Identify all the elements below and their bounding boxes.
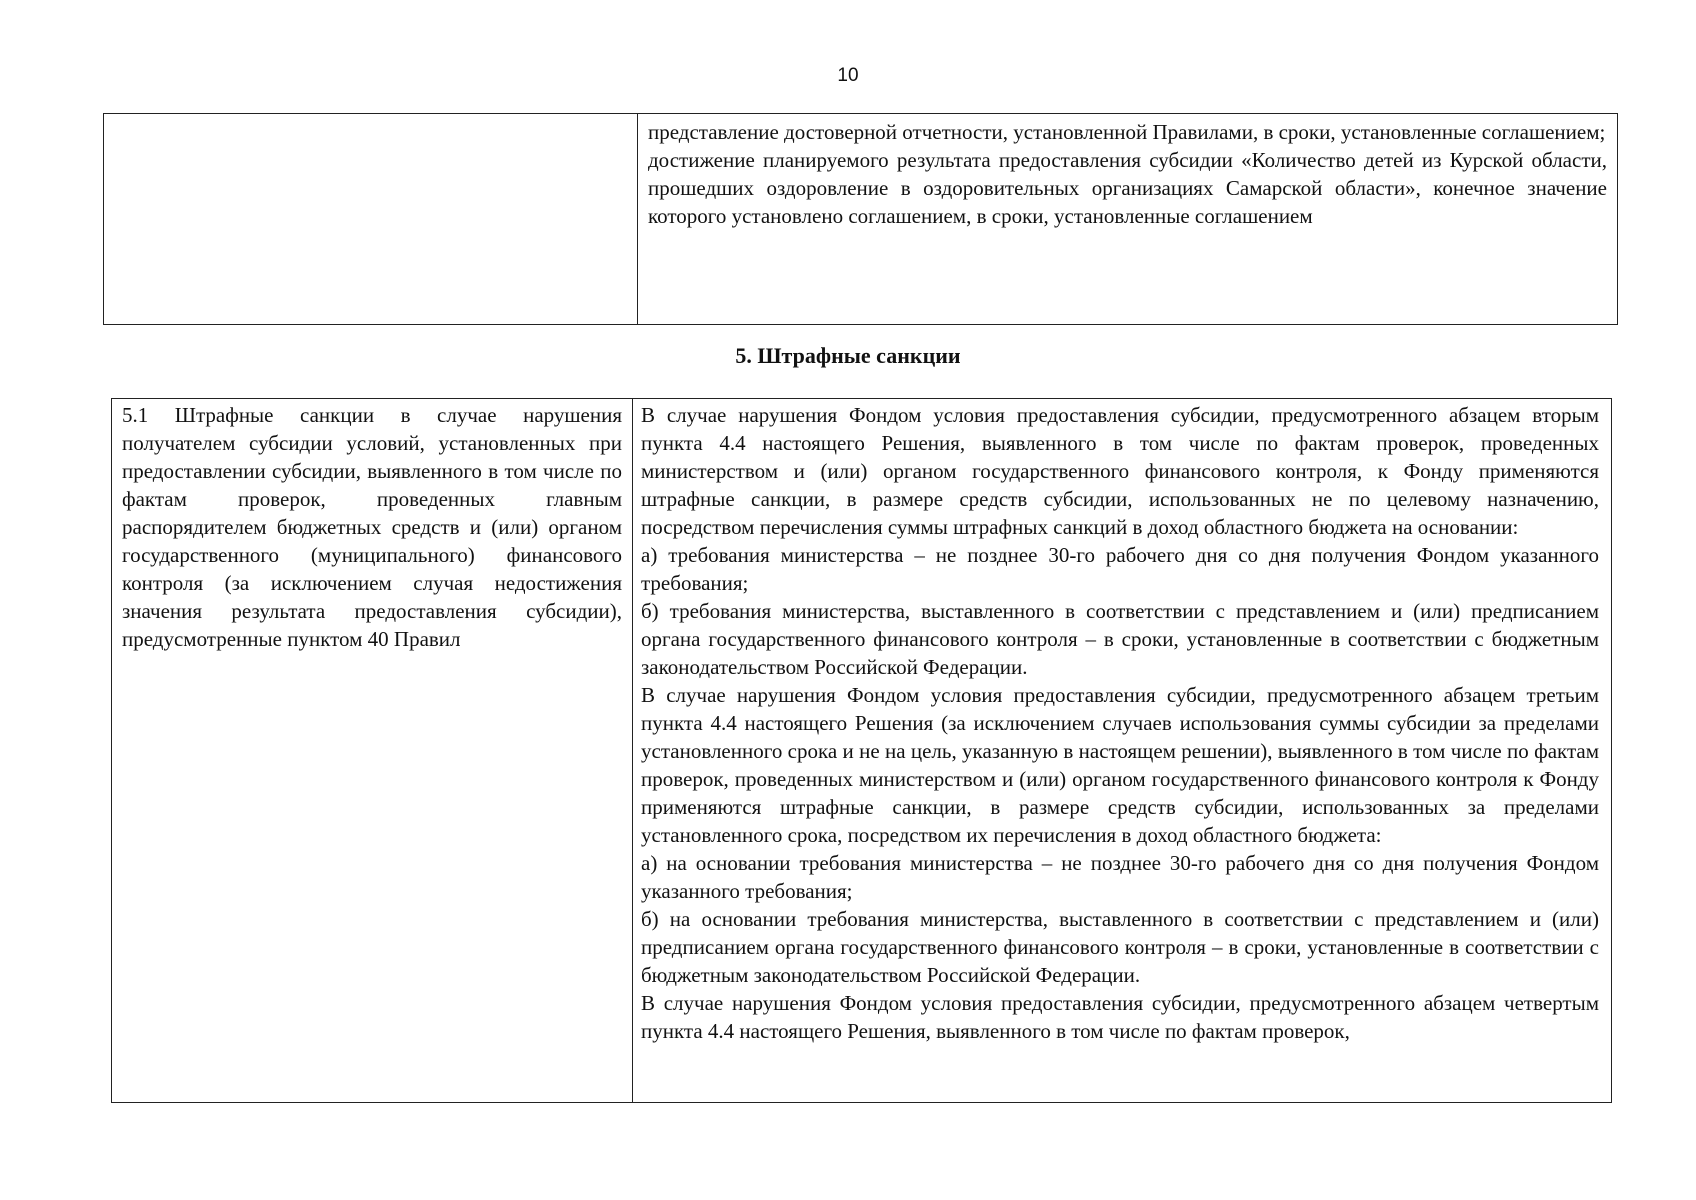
page-number: 10 [837, 65, 859, 86]
paragraph: В случае нарушения Фондом условия предоставления субсидии, предусмотренного абзацем третьим пункта 4.4 настоящего Решения (за исключением случаев использования суммы субсидии за пределами установленного срока и не на цель, указанную в настоящем решении), выявленного в том числе по фактам проверок, проведенных министерством и (или) органом государственного финансового контроля к Фонду применяются штрафные санкции, в размере средств субсидии, использованных за пределами установленного срока, посредством их перечисления в доход областного бюджета: [641, 683, 1599, 847]
paragraph: б) на основании требования министерства, выставленного в соответствии с представлением и (или) предписанием органа государственного финансового контроля – в сроки, установленные в соответствии с бюджетным законодательством Российской Федерации. [641, 907, 1599, 987]
table-row [112, 399, 1612, 1103]
table-cell-left [104, 114, 638, 325]
paragraph: а) требования министерства – не позднее 30-го рабочего дня со дня получения Фондом указанного требования; [641, 543, 1599, 595]
paragraph: представление достоверной отчетности, установленной Правилами, в сроки, установленные соглашением; [648, 120, 1606, 144]
paragraph: В случае нарушения Фондом условия предоставления субсидии, предусмотренного абзацем вторым пункта 4.4 настоящего Решения, выявленного в том числе по фактам проверок, проведенных министерством и (или) органом государственного финансового контроля, к Фонду применяются штрафные санкции, в размере средств субсидии, использованных не по целевому назначению, посредством перечисления суммы штрафных санкций в доход областного бюджета на основании: [641, 403, 1599, 539]
table-cell-left: 5.1 Штрафные санкции в случае нарушения получателем субсидии условий, установленных при предоставлении субсидии, выявленного в том числе по фактам проверок, проведенных главным распорядителем бюджетных средств и (или) органом государственного (муниципального) финансового контроля (за исключением случая недостижения значения результата предоставления субсидии), предусмотренные пунктом 40 Правил [112, 399, 633, 1103]
table-cell-right [638, 114, 1618, 325]
penalties-table [111, 398, 1612, 1103]
table-row [104, 114, 1618, 325]
section-heading: 5. Штрафные санкции [735, 343, 961, 368]
paragraph: достижение планируемого результата предоставления субсидии «Количество детей из Курской области, прошедших оздоровление в оздоровительных организациях Самарской области», конечное значение которого установлено соглашением, в сроки, установленные соглашением [648, 148, 1607, 228]
paragraph: б) требования министерства, выставленного в соответствии с представлением и (или) предписанием органа государственного финансового контроля – в сроки, установленные в соответствии с бюджетным законодательством Российской Федерации. [641, 599, 1599, 679]
paragraph: а) на основании требования министерства – не позднее 30-го рабочего дня со дня получения Фондом указанного требования; [641, 851, 1599, 903]
obligations-table [103, 113, 1618, 325]
table-cell-right [633, 399, 1612, 1103]
paragraph: В случае нарушения Фондом условия предоставления субсидии, предусмотренного абзацем четвертым пункта 4.4 настоящего Решения, выявленного в том числе по фактам проверок, [641, 991, 1599, 1043]
